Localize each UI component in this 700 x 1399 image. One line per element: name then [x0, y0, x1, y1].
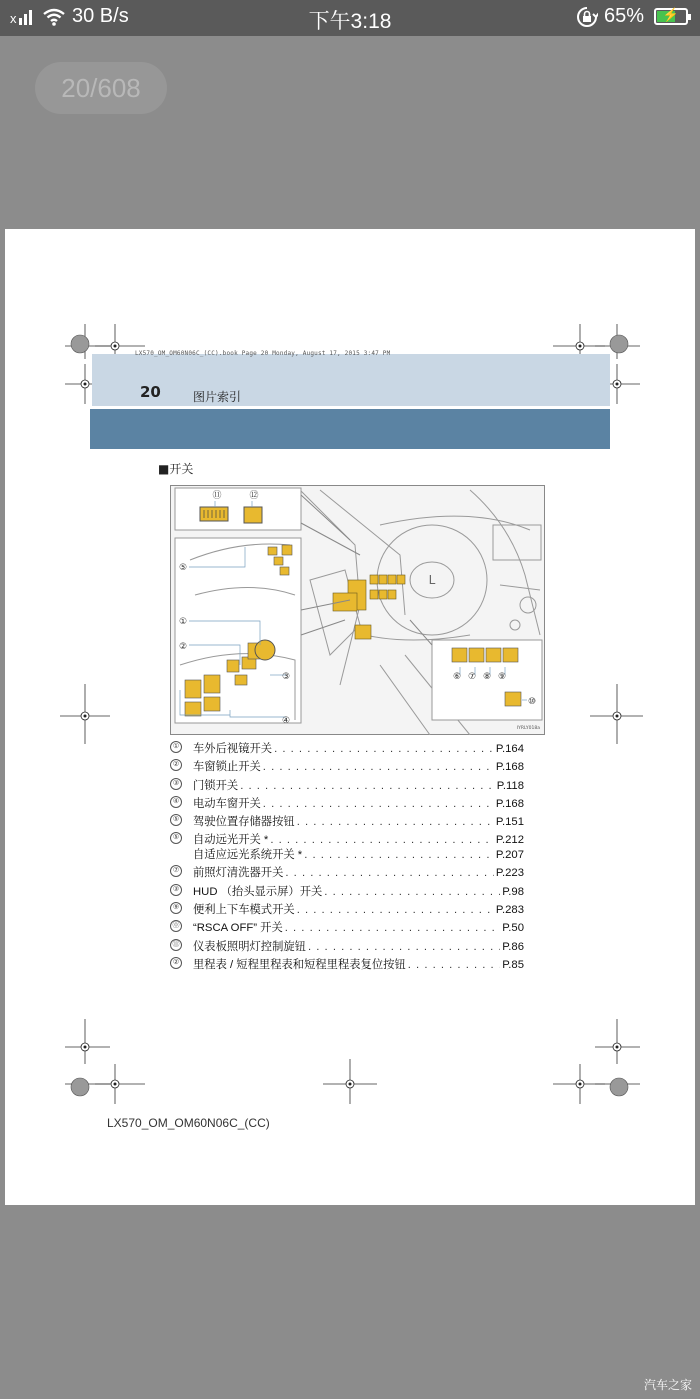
status-bar [0, 0, 700, 36]
dot-leader [270, 834, 494, 846]
item-label: 门锁开关 [193, 779, 239, 792]
dot-leader [285, 922, 500, 934]
watermark: 汽车之家 [643, 1378, 692, 1392]
callout-12: ⑫ [249, 491, 259, 501]
item-label: 驾驶位置存储器按钮 [193, 816, 295, 829]
callout-6: ⑥ [452, 672, 462, 682]
item-label: 仪表板照明灯控制旋钮 [193, 940, 306, 953]
network-speed: 30 B/s [72, 5, 129, 27]
item-page-ref[interactable]: P.168 [495, 761, 524, 774]
switch-index-list [170, 740, 530, 974]
item-label: 车窗锁止开关 [193, 761, 261, 774]
item-number: ⑦ [170, 865, 182, 877]
item-page-ref[interactable]: P.151 [495, 816, 524, 829]
item-number: ⓪ [170, 920, 182, 932]
item-label: 自动远光开关 * [193, 834, 269, 847]
item-label: 前照灯清洗器开关 [193, 867, 284, 880]
battery-percent: 65% [603, 5, 644, 27]
footer-code: LX570_OM_OM60N06C_(CC) [107, 1116, 270, 1130]
rotation-lock-icon [576, 6, 598, 28]
item-page-ref[interactable]: P.212 [495, 834, 524, 847]
item-page-ref[interactable]: P.164 [495, 743, 524, 755]
item-label: 便利上下车模式开关 [193, 904, 295, 917]
dot-leader [308, 941, 500, 953]
item-number: ⑪ [170, 939, 182, 951]
clock: 下午3:18 [308, 10, 392, 33]
index-item[interactable] [170, 813, 530, 831]
dot-leader [263, 798, 494, 810]
dot-leader [408, 959, 500, 971]
subsection-title: ■开关 [158, 462, 194, 476]
item-label: HUD （抬头显示屏）开关 [193, 885, 323, 898]
item-number: ② [170, 759, 182, 771]
callout-1: ① [178, 617, 188, 627]
dot-leader [240, 780, 495, 792]
battery-icon: ⚡ [654, 8, 688, 25]
item-number: ③ [170, 778, 182, 790]
callout-9: ⑨ [497, 672, 507, 682]
index-item[interactable] [170, 758, 530, 776]
item-number: ③ [170, 884, 182, 896]
dot-leader [304, 849, 494, 861]
item-number: ① [170, 741, 182, 753]
callout-3: ③ [281, 672, 291, 682]
item-page-ref[interactable]: P.207 [495, 849, 524, 862]
section-title: 图片索引 [193, 390, 242, 404]
dot-leader [274, 743, 494, 755]
dot-leader [263, 761, 494, 773]
dot-leader [324, 886, 500, 898]
item-number: ② [170, 957, 182, 969]
svg-text:L: L [428, 573, 436, 587]
index-item[interactable] [170, 831, 530, 864]
svg-text:x: x [10, 10, 17, 26]
dot-leader [297, 816, 494, 828]
index-item[interactable] [170, 864, 530, 882]
item-page-ref[interactable]: P.283 [495, 904, 524, 917]
callout-2: ② [178, 642, 188, 652]
dot-leader [285, 867, 494, 879]
book-info-line: LX570_OM_OM60N06C_(CC).book Page 20 Monday, August 17, 2015 3:47 PM [135, 350, 391, 357]
item-page-ref[interactable]: P.50 [502, 922, 524, 935]
item-page-ref[interactable]: P.86 [502, 940, 524, 953]
item-label: “RSCA OFF” 开关 [193, 922, 283, 935]
item-page-ref[interactable]: P.223 [495, 867, 524, 880]
index-item[interactable] [170, 919, 530, 937]
figure-code: IYRLY018a [516, 726, 540, 731]
item-page-ref[interactable]: P.98 [502, 885, 524, 898]
item-label: 电动车窗开关 [193, 797, 261, 810]
callout-7: ⑦ [467, 672, 477, 682]
index-item[interactable] [170, 938, 530, 956]
page-header-band [92, 354, 610, 406]
item-number: ⑨ [170, 902, 182, 914]
section-header-band [90, 409, 610, 449]
page-counter[interactable]: 20/608 [35, 62, 167, 114]
item-label: 里程表 / 短程里程表和短程里程表复位按钮 [193, 958, 406, 971]
item-label: 车外后视镜开关 [193, 743, 273, 755]
item-page-ref[interactable]: P.85 [502, 958, 524, 971]
item-page-ref[interactable]: P.168 [495, 797, 524, 810]
index-item[interactable] [170, 795, 530, 813]
index-item[interactable] [170, 777, 530, 795]
callout-5: ⑤ [178, 563, 188, 573]
item-page-ref[interactable]: P.118 [496, 779, 524, 792]
index-item[interactable] [170, 883, 530, 901]
index-item[interactable] [170, 901, 530, 919]
item-number: ⑤ [170, 814, 182, 826]
callout-11: ⑪ [212, 491, 222, 501]
dot-leader [297, 904, 494, 916]
item-number: ④ [170, 796, 182, 808]
callout-4: ④ [281, 716, 291, 726]
page-number: 20 [140, 383, 161, 401]
callout-8: ⑧ [482, 672, 492, 682]
callout-10: ⑩ [527, 697, 537, 707]
switch-location-figure [170, 485, 545, 735]
index-item[interactable] [170, 740, 530, 758]
item-label: 自适应远光系统开关 * [193, 849, 303, 862]
index-item[interactable] [170, 956, 530, 974]
document-page[interactable] [5, 229, 695, 1205]
item-number: ⑤ [170, 832, 182, 844]
